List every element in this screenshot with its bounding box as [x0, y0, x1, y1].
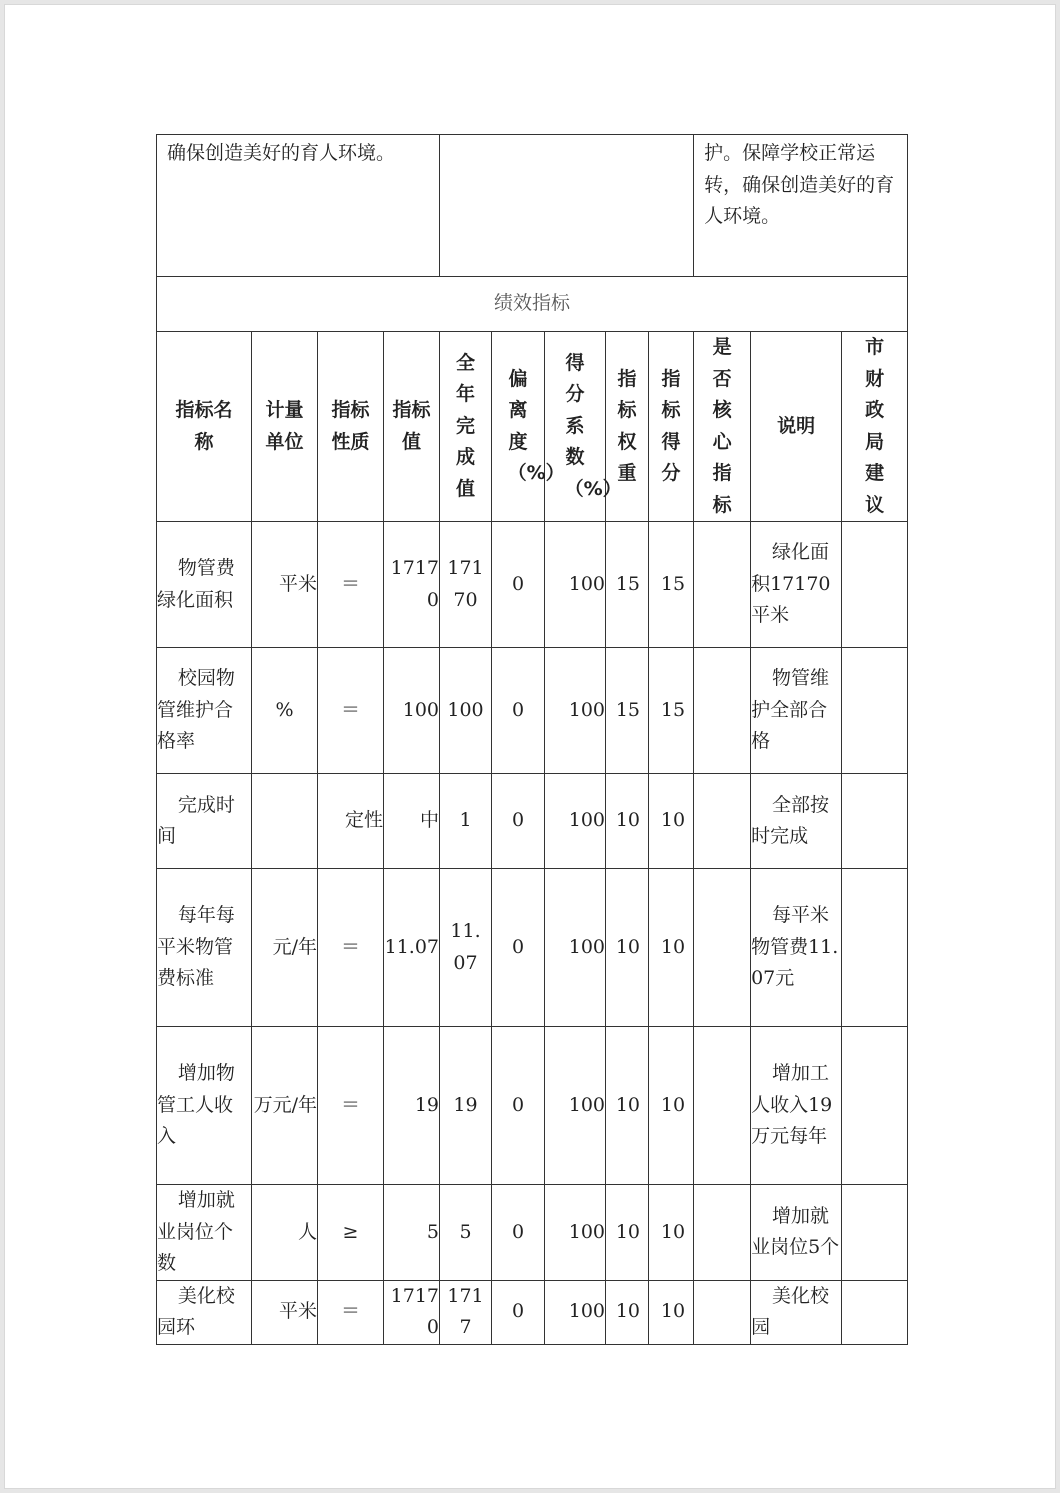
cell-bureau — [842, 522, 908, 648]
header-value: 指标值 — [392, 399, 431, 453]
cell-coefficient: 100 — [545, 774, 606, 869]
cell-unit: 人 — [252, 1185, 318, 1281]
cell-weight: 10 — [606, 1185, 649, 1281]
cell-unit: 万元/年 — [252, 1027, 318, 1185]
cell-score: 15 — [649, 522, 694, 648]
header-name: 指标名称 — [175, 399, 233, 453]
cell-deviation: 0 — [492, 522, 545, 648]
cell-deviation: 0 — [492, 648, 545, 774]
cell-core — [694, 774, 751, 869]
cell-nature: ＝ — [318, 869, 384, 1027]
header-coefficient: 得分系数（%） — [564, 351, 622, 500]
header-row — [157, 332, 908, 522]
cell-deviation: 0 — [492, 774, 545, 869]
cell-coefficient: 100 — [545, 648, 606, 774]
cell-value: 19 — [384, 1027, 440, 1185]
header-score: 指标得分 — [661, 367, 681, 484]
cell-weight: 10 — [606, 1027, 649, 1185]
cell-score: 10 — [649, 1027, 694, 1185]
header-nature: 指标性质 — [331, 399, 370, 453]
table-row — [157, 1280, 908, 1344]
cell-unit: 元/年 — [252, 869, 318, 1027]
cell-desc: 物管维护全部合格 — [751, 648, 842, 774]
cell-name: 完成时间 — [157, 774, 252, 869]
cell-nature: ≥ — [318, 1185, 384, 1281]
cell-weight: 15 — [606, 648, 649, 774]
cell-core — [694, 1027, 751, 1185]
cell-name: 每年每平米物管费标准 — [157, 869, 252, 1027]
cell-coefficient: 100 — [545, 1280, 606, 1344]
cell-bureau — [842, 1185, 908, 1281]
continuation-row — [157, 135, 908, 277]
cell-desc: 每平米物管费11.07元 — [751, 869, 842, 1027]
cell-value: 17170 — [384, 1280, 440, 1344]
cell-desc: 美化校园 — [751, 1280, 842, 1344]
cell-value: 17170 — [384, 522, 440, 648]
header-core: 是否核心指标 — [712, 336, 732, 516]
cell-unit: % — [252, 648, 318, 774]
performance-table — [156, 134, 908, 1345]
cell-desc: 增加工人收入19万元每年 — [751, 1027, 842, 1185]
cell-score: 10 — [649, 1280, 694, 1344]
document-page — [4, 4, 1056, 1489]
cell-bureau — [842, 869, 908, 1027]
cell-annual: 5 — [440, 1185, 492, 1281]
cell-annual: 19 — [440, 1027, 492, 1185]
cell-name: 美化校园环 — [157, 1280, 252, 1344]
table-row — [157, 869, 908, 1027]
cell-deviation: 0 — [492, 869, 545, 1027]
header-bureau: 市财政局建议 — [865, 336, 885, 516]
cell-name: 物管费绿化面积 — [157, 522, 252, 648]
section-title-row — [157, 277, 908, 332]
table-row — [157, 1027, 908, 1185]
header-unit: 计量单位 — [265, 399, 304, 453]
table-row — [157, 774, 908, 869]
cell-core — [694, 1185, 751, 1281]
cell-name: 增加就业岗位个数 — [157, 1185, 252, 1281]
header-weight: 指标权重 — [617, 367, 637, 484]
cell-nature: ＝ — [318, 1027, 384, 1185]
cell-score: 10 — [649, 774, 694, 869]
cell-annual: 100 — [440, 648, 492, 774]
cell-coefficient: 100 — [545, 1027, 606, 1185]
cell-value: 11.07 — [384, 869, 440, 1027]
table-row — [157, 522, 908, 648]
cell-bureau — [842, 648, 908, 774]
cell-weight: 10 — [606, 774, 649, 869]
cell-coefficient: 100 — [545, 1185, 606, 1281]
cell-bureau — [842, 1027, 908, 1185]
cell-nature: ＝ — [318, 522, 384, 648]
cell-unit — [252, 774, 318, 869]
goal-text-left: 确保创造美好的育人环境。 — [157, 135, 440, 277]
cell-score: 15 — [649, 648, 694, 774]
cell-score: 10 — [649, 1185, 694, 1281]
cell-weight: 15 — [606, 522, 649, 648]
cell-annual: 1717 — [440, 1280, 492, 1344]
cell-annual: 11.07 — [440, 869, 492, 1027]
cell-coefficient: 100 — [545, 869, 606, 1027]
cell-value: 中 — [384, 774, 440, 869]
cell-desc: 增加就业岗位5个 — [751, 1185, 842, 1281]
cell-deviation: 0 — [492, 1280, 545, 1344]
cell-nature: 定性 — [318, 774, 384, 869]
header-desc: 说明 — [751, 332, 842, 522]
cell-deviation: 0 — [492, 1185, 545, 1281]
goal-text-middle — [440, 135, 694, 277]
cell-annual: 17170 — [440, 522, 492, 648]
cell-score: 10 — [649, 869, 694, 1027]
cell-core — [694, 1280, 751, 1344]
cell-unit: 平米 — [252, 1280, 318, 1344]
cell-core — [694, 869, 751, 1027]
table-row — [157, 648, 908, 774]
section-title: 绩效指标 — [157, 277, 908, 332]
cell-bureau — [842, 1280, 908, 1344]
cell-value: 5 — [384, 1185, 440, 1281]
cell-core — [694, 522, 751, 648]
cell-name: 增加物管工人收入 — [157, 1027, 252, 1185]
cell-name: 校园物管维护合格率 — [157, 648, 252, 774]
cell-annual: 1 — [440, 774, 492, 869]
cell-weight: 10 — [606, 1280, 649, 1344]
goal-text-right: 护。保障学校正常运转，确保创造美好的育人环境。 — [694, 135, 908, 277]
cell-coefficient: 100 — [545, 522, 606, 648]
cell-core — [694, 648, 751, 774]
cell-unit: 平米 — [252, 522, 318, 648]
cell-nature: ＝ — [318, 1280, 384, 1344]
header-deviation: 偏离度（%） — [507, 367, 565, 484]
table-row — [157, 1185, 908, 1281]
header-annual: 全年完成值 — [456, 351, 476, 500]
cell-value: 100 — [384, 648, 440, 774]
cell-nature: ＝ — [318, 648, 384, 774]
cell-desc: 绿化面积17170平米 — [751, 522, 842, 648]
cell-deviation: 0 — [492, 1027, 545, 1185]
cell-desc: 全部按时完成 — [751, 774, 842, 869]
cell-bureau — [842, 774, 908, 869]
cell-weight: 10 — [606, 869, 649, 1027]
